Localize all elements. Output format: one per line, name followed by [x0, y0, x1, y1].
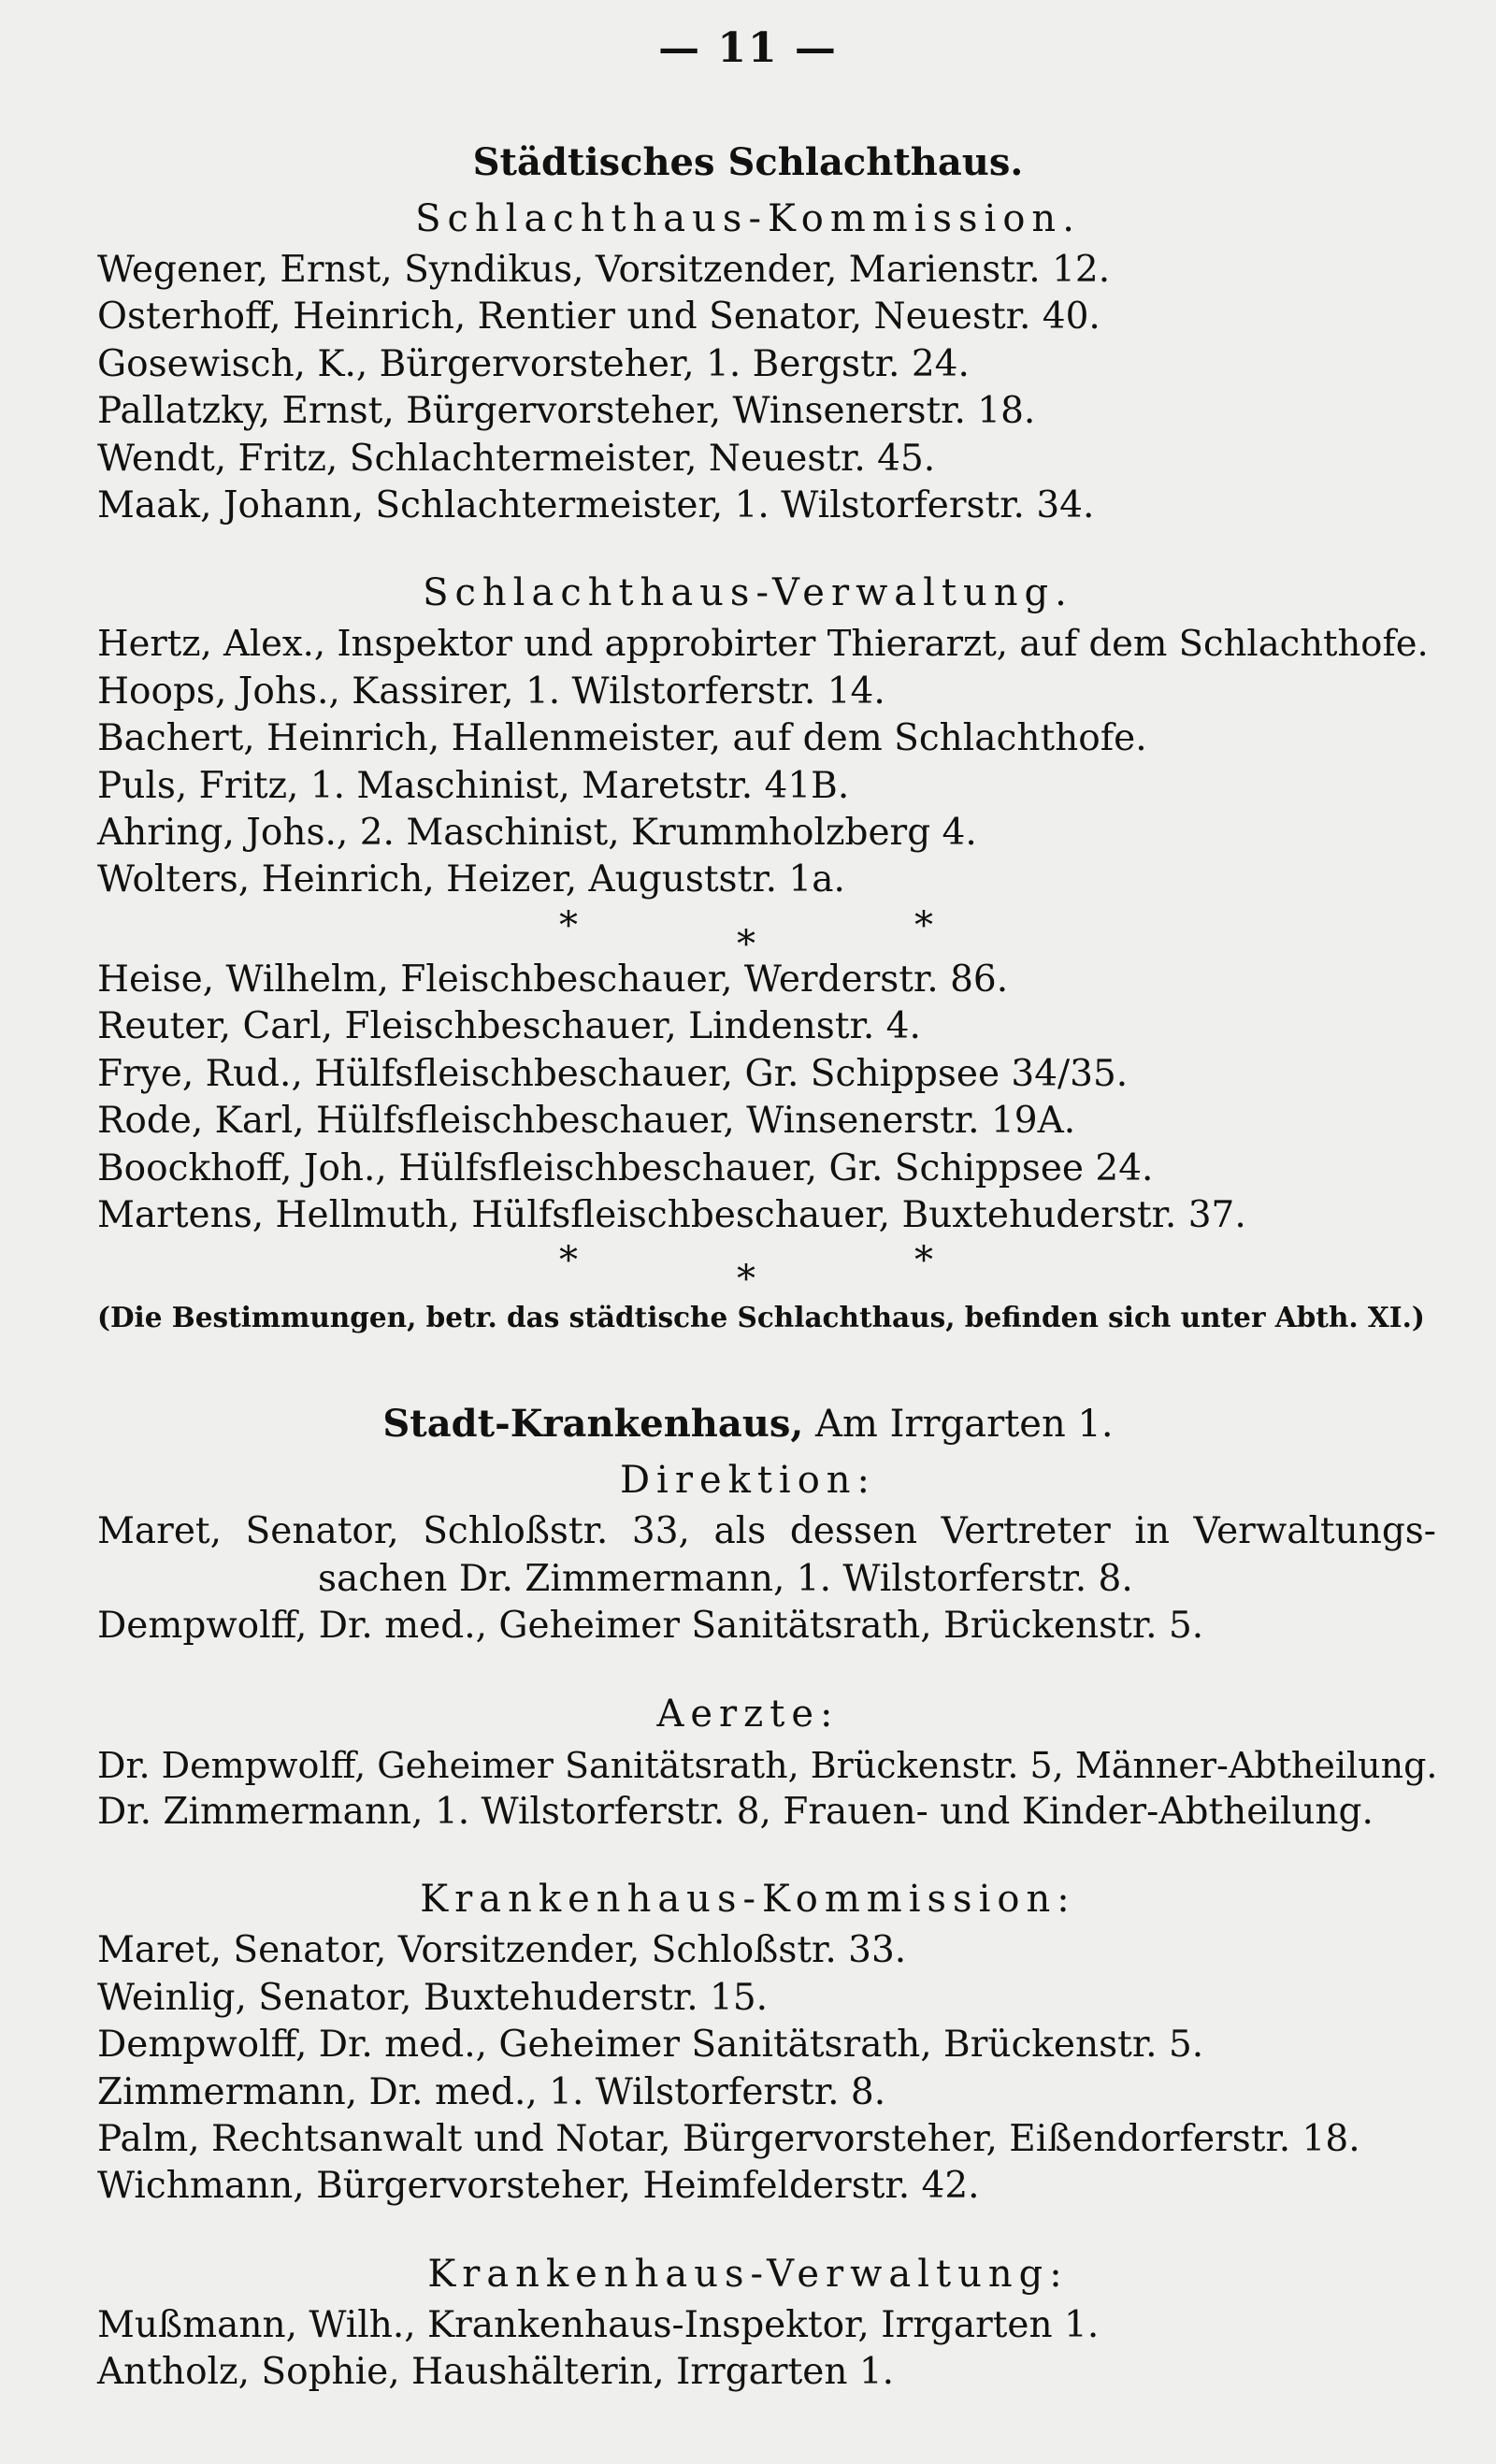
- schlachthaus-title: Städtisches Schlachthaus.: [472, 140, 1024, 184]
- list-item-continuation: sachen Dr. Zimmermann, 1. Wilstorferstr. 8.: [318, 1557, 1133, 1600]
- list-item: Frye, Rud., Hülfsfleischbeschauer, Gr. Schippsee 34/35.: [97, 1052, 1129, 1095]
- list-item: Osterhoff, Heinrich, Rentier und Senator, Neuestr. 40.: [97, 295, 1100, 339]
- list-item: Maret, Senator, Vorsitzender, Schloßstr. 33.: [97, 1929, 907, 1972]
- schlachthaus-kommission-list: [97, 247, 1440, 529]
- list-item: Mußmann, Wilh., Krankenhaus-Inspektor, Irrgarten 1.: [97, 2303, 1100, 2346]
- schlachthaus-beschauer-list: [97, 957, 1440, 1239]
- schlachthaus-verwaltung-list: [97, 621, 1440, 903]
- list-item: Bachert, Heinrich, Hallenmeister, auf dem Schlachthofe.: [97, 717, 1147, 760]
- krankenhaus-verwaltung-heading: Krankenhaus-Verwaltung:: [427, 2252, 1069, 2296]
- list-item: Maak, Johann, Schlachtermeister, 1. Wilstorferstr. 34.: [97, 484, 1095, 527]
- list-item: Wendt, Fritz, Schlachtermeister, Neuestr. 45.: [97, 437, 936, 480]
- list-item: Dr. Dempwolff, Geheimer Sanitätsrath, Brückenstr. 5, Männer-Abtheilung.: [97, 1744, 1438, 1786]
- list-item: Heise, Wilhelm, Fleischbeschauer, Werderstr. 86.: [97, 958, 1009, 1001]
- list-item: Puls, Fritz, 1. Maschinist, Maretstr. 41B.: [97, 764, 850, 807]
- list-item: Rode, Karl, Hülfsfleischbeschauer, Winsenerstr. 19A.: [97, 1100, 1076, 1143]
- list-item: Ahring, Johs., 2. Maschinist, Krummholzberg 4.: [97, 812, 977, 855]
- aerzte-heading: Aerzte:: [656, 1692, 840, 1736]
- asterisk-separator: [97, 1239, 1440, 1302]
- krankenhaus-section: [97, 1398, 1440, 2396]
- krankenhaus-verwaltung-list: [97, 2302, 1440, 2397]
- krankenhaus-kommission-list: [97, 1927, 1440, 2210]
- list-item: Dr. Zimmermann, 1. Wilstorferstr. 8, Frauen- und Kinder-Abtheilung.: [97, 1790, 1374, 1833]
- krankenhaus-kommission-heading: Krankenhaus-Kommission:: [420, 1878, 1076, 1922]
- list-item: Dempwolff, Dr. med., Geheimer Sanitätsrath, Brückenstr. 5.: [97, 2024, 1204, 2067]
- separator-star: *: [737, 922, 755, 966]
- krankenhaus-title-address: Am Irrgarten 1.: [803, 1403, 1114, 1447]
- direktion-heading: Direktion:: [619, 1459, 877, 1503]
- schlachthaus-section: [97, 137, 1440, 1344]
- aerzte-list: [97, 1742, 1440, 1837]
- list-item: Dempwolff, Dr. med., Geheimer Sanitätsrath, Brückenstr. 5.: [97, 1605, 1204, 1648]
- list-item: Reuter, Carl, Fleischbeschauer, Lindenstr. 4.: [97, 1005, 921, 1048]
- list-item: Palm, Rechtsanwalt und Notar, Bürgervorsteher, Eißendorferstr. 18.: [97, 2117, 1360, 2160]
- krankenhaus-title: [56, 1398, 1440, 1450]
- list-item: Martens, Hellmuth, Hülfsfleischbeschauer, Buxtehuderstr. 37.: [97, 1193, 1246, 1236]
- schlachthaus-kommission-heading: Schlachthaus-Kommission.: [415, 197, 1081, 240]
- list-item: Hoops, Johs., Kassirer, 1. Wilstorferstr. 14.: [97, 670, 885, 713]
- list-item: Weinlig, Senator, Buxtehuderstr. 15.: [97, 1976, 769, 2019]
- regulations-note: (Die Bestimmungen, betr. das städtische Schlachthaus, befinden sich unter Abth. XI.): [97, 1301, 1425, 1334]
- list-item: Antholz, Sophie, Haushälterin, Irrgarten 1.: [97, 2351, 895, 2394]
- list-item: Boockhoff, Joh., Hülfsfleischbeschauer, Gr. Schippsee 24.: [97, 1146, 1154, 1189]
- asterisk-separator: [97, 903, 1440, 966]
- list-item: Wichmann, Bürgervorsteher, Heimfelderstr. 42.: [97, 2165, 980, 2208]
- list-item: Wegener, Ernst, Syndikus, Vorsitzender, Marienstr. 12.: [97, 249, 1111, 291]
- list-item: Pallatzky, Ernst, Bürgervorsteher, Winsenerstr. 18.: [97, 390, 1036, 433]
- list-item: Gosewisch, K., Bürgervorsteher, 1. Bergstr. 24.: [97, 342, 970, 385]
- separator-star: *: [914, 1239, 933, 1283]
- separator-star: *: [737, 1258, 755, 1302]
- list-item: Maret, Senator, Schloßstr. 33, als dessen Vertreter in Verwaltungs-: [97, 1510, 1436, 1553]
- list-item: Wolters, Heinrich, Heizer, Auguststr. 1a.: [97, 858, 845, 901]
- list-item: Zimmermann, Dr. med., 1. Wilstorferstr. 8.: [97, 2070, 886, 2113]
- separator-star: *: [914, 903, 933, 947]
- schlachthaus-verwaltung-heading: Schlachthaus-Verwaltung.: [423, 571, 1073, 615]
- page-number: — 11 —: [658, 24, 838, 72]
- separator-star: *: [559, 1239, 578, 1283]
- separator-star: *: [559, 903, 578, 947]
- list-item: Hertz, Alex., Inspektor und approbirter Thierarzt, auf dem Schlachthofe.: [97, 623, 1429, 666]
- krankenhaus-title-name: Stadt-Krankenhaus,: [382, 1402, 804, 1447]
